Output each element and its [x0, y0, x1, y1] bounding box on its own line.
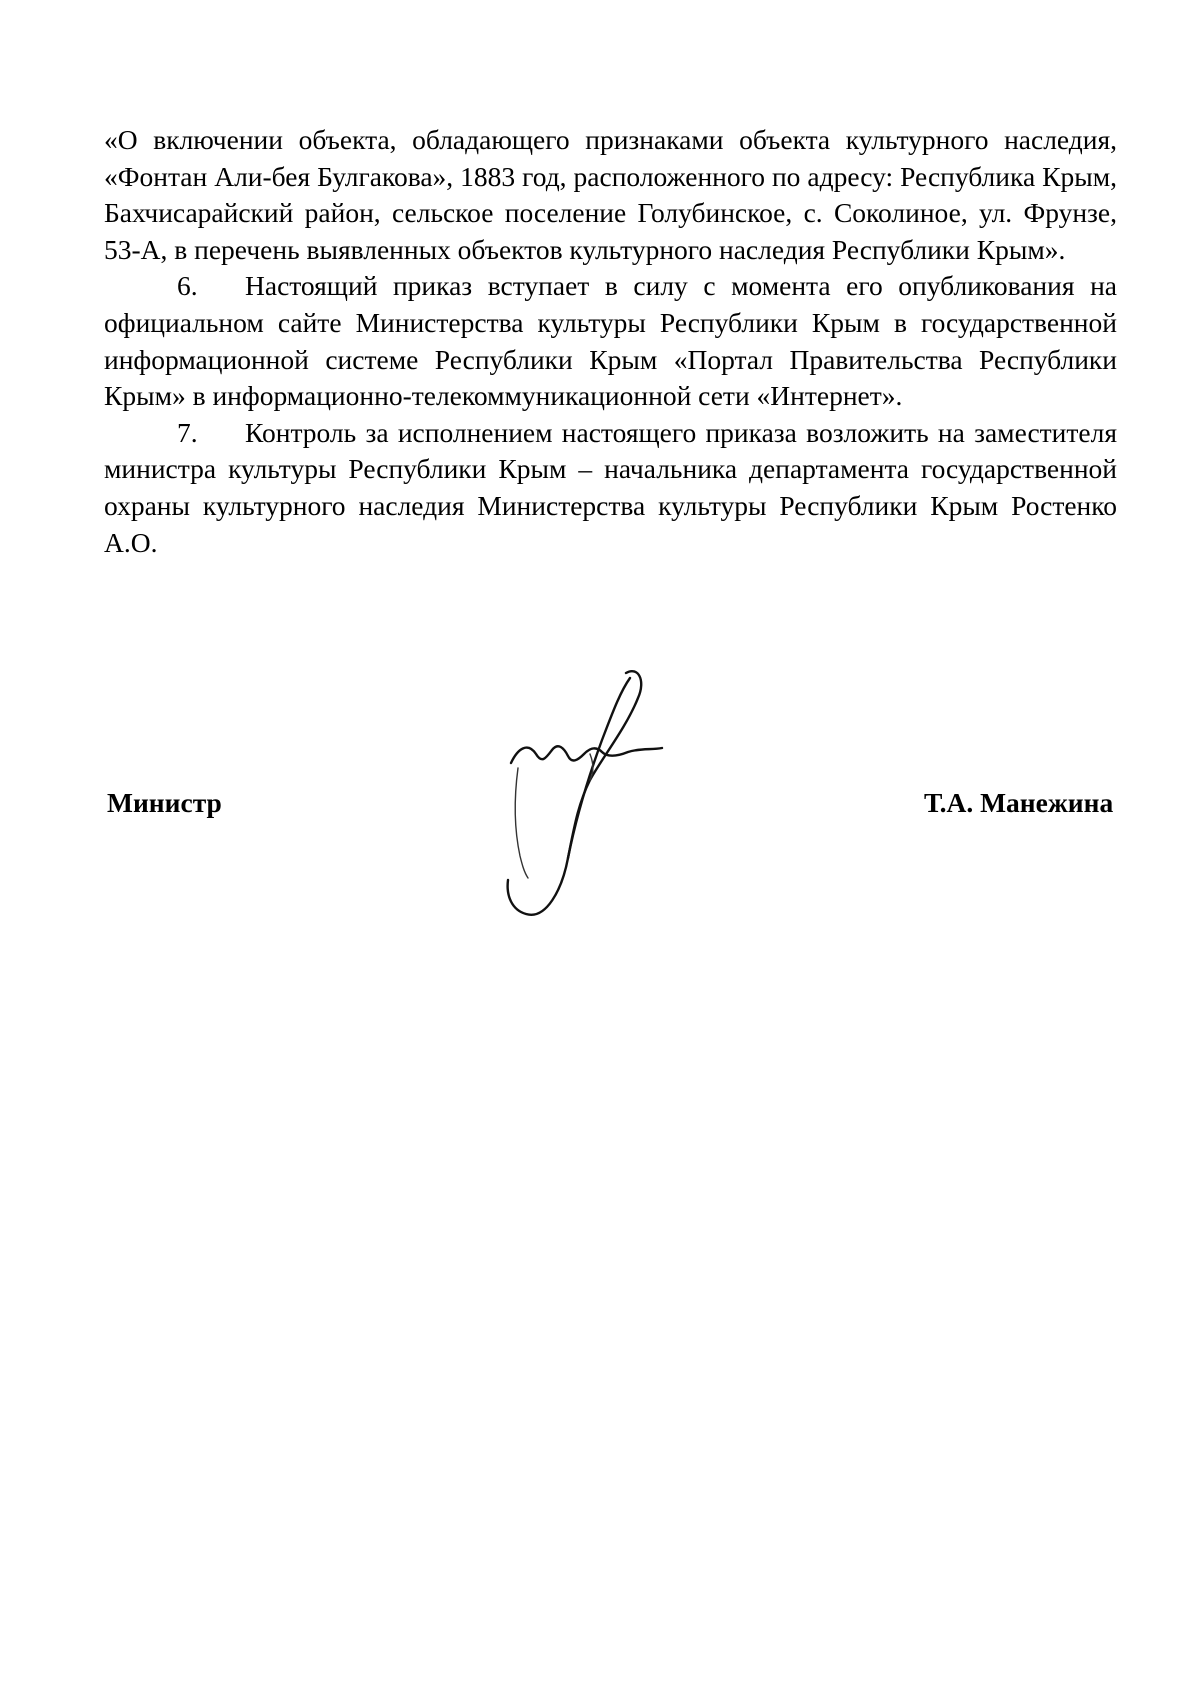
paragraph-number: 6.: [177, 270, 198, 302]
paragraph-item-6: [104, 268, 1117, 414]
paragraph-text: «О включении объекта, обладающего признаками объекта культурного наследия, «Фонтан Али-бея Булгакова», 1883 год, расположенного по адресу: Республика Крым, Бахчисарайский район, сельское поселение Голубинское, с. Соколиное, ул. Фрунзе, 53-А, в перечень выявленных объектов культурного наследия Республики Крым».: [104, 124, 1117, 265]
paragraph-item-7: [104, 415, 1117, 561]
paragraph-text: Настоящий приказ вступает в силу с момента его опубликования на официальном сайте Министерства культуры Республики Крым в государственной информационной системе Республики Крым «Портал Правительства Республики Крым» в информационно-телекоммуникационной сети «Интернет».: [104, 270, 1117, 412]
handwritten-signature: [506, 668, 706, 930]
signatory-name: Т.А. Манежина: [924, 787, 1114, 818]
position-title: Министр: [107, 787, 222, 818]
paragraph-number: 7.: [177, 416, 198, 448]
paragraph-text: Контроль за исполнением настоящего приказа возложить на заместителя министра культуры Республики Крым – начальника департамента государственной охраны культурного наследия Министерства культуры Республики Крым Ростенко А.О.: [104, 416, 1117, 558]
document-body: [104, 122, 1117, 561]
paragraph-continuation: [104, 122, 1117, 268]
